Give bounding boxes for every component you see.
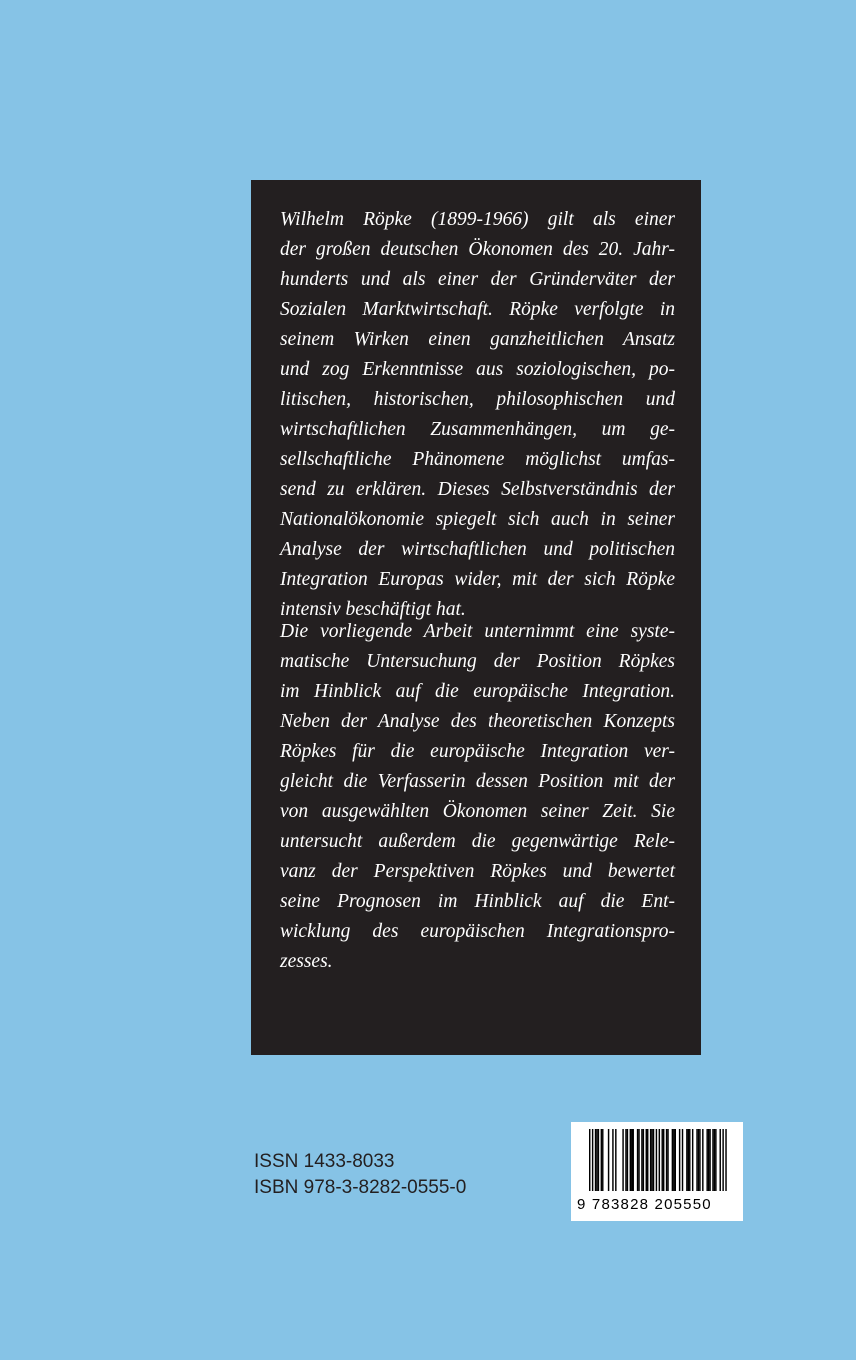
- barcode-bar: [630, 1129, 631, 1191]
- barcode-bar: [722, 1129, 723, 1191]
- identifier-block: [254, 1149, 466, 1201]
- blurb-line: litischen, historischen, philosophischen und: [280, 389, 675, 410]
- barcode-bar: [651, 1129, 652, 1191]
- barcode-bar: [673, 1129, 674, 1191]
- barcode-bar: [696, 1129, 697, 1191]
- barcode-bar: [709, 1129, 710, 1191]
- barcode-bar: [659, 1129, 660, 1191]
- blurb-line: wicklung des europäischen Integrationspro-: [280, 921, 675, 942]
- isbn-number: ISBN 978-3-8282-0555-0: [254, 1177, 467, 1198]
- blurb-paragraph-2: [280, 617, 675, 977]
- barcode-bar: [667, 1129, 668, 1191]
- barcode-bar: [592, 1129, 593, 1191]
- blurb-line: seinem Wirken einen ganzheitlichen Ansatz: [280, 329, 675, 350]
- barcode-bar: [682, 1129, 683, 1191]
- barcode-bar: [615, 1129, 616, 1191]
- barcode-bar: [612, 1129, 613, 1191]
- barcode-bar: [595, 1129, 596, 1191]
- barcode-bar: [663, 1129, 664, 1191]
- blurb-line: Wilhelm Röpke (1899-1966) gilt als einer: [280, 209, 675, 230]
- blurb-line: Sozialen Marktwirtschaft. Röpke verfolgte in: [280, 299, 675, 320]
- blurb-line: Neben der Analyse des theoretischen Konzepts: [280, 711, 675, 732]
- barcode-digits: 9 783828 205550: [577, 1196, 712, 1213]
- barcode-bar: [708, 1129, 709, 1191]
- barcode-bar: [602, 1129, 603, 1191]
- blurb-line: seine Prognosen im Hinblick auf die Ent-: [280, 891, 675, 912]
- barcode-bar: [589, 1129, 590, 1191]
- barcode-bar: [633, 1129, 634, 1191]
- barcode-bar: [714, 1129, 715, 1191]
- barcode-bar: [715, 1129, 716, 1191]
- barcode-bar: [650, 1129, 651, 1191]
- barcode-bar: [646, 1129, 647, 1191]
- barcode-bar: [698, 1129, 699, 1191]
- blurb-line: Integration Europas wider, mit der sich Röpke: [280, 569, 675, 590]
- barcode-bar: [662, 1129, 663, 1191]
- barcode-bar: [638, 1129, 639, 1191]
- barcode-bar: [601, 1129, 602, 1191]
- barcode-bar: [647, 1129, 648, 1191]
- blurb-line: wirtschaftlichen Zusammenhängen, um ge-: [280, 419, 675, 440]
- blurb-line: vanz der Perspektiven Röpkes und bewertet: [280, 861, 675, 882]
- barcode-bar: [643, 1129, 644, 1191]
- blurb-line: von ausgewählten Ökonomen seiner Zeit. Sie: [280, 801, 675, 822]
- blurb-line: im Hinblick auf die europäische Integration.: [280, 681, 675, 702]
- blurb-line: zesses.: [280, 951, 333, 972]
- blurb-line: matische Untersuchung der Position Röpkes: [280, 651, 675, 672]
- barcode-bar: [702, 1129, 703, 1191]
- barcode-bar: [706, 1129, 707, 1191]
- barcode-bar: [699, 1129, 700, 1191]
- barcode-bar: [686, 1129, 687, 1191]
- barcode-bar: [675, 1129, 676, 1191]
- barcode-bar: [672, 1129, 673, 1191]
- barcode-bar: [720, 1129, 721, 1191]
- barcode-bar: [637, 1129, 638, 1191]
- isbn-barcode: [571, 1122, 743, 1221]
- blurb-line: untersucht außerdem die gegenwärtige Rele-: [280, 831, 675, 852]
- barcode-bar: [627, 1129, 628, 1191]
- issn-number: ISSN 1433-8033: [254, 1151, 395, 1172]
- barcode-bar: [631, 1129, 632, 1191]
- barcode-bar: [679, 1129, 680, 1191]
- barcode-bar: [608, 1129, 609, 1191]
- blurb-line: gleicht die Verfasserin dessen Position mit der: [280, 771, 675, 792]
- barcode-bar: [725, 1129, 726, 1191]
- blurb-paragraph-1: [280, 205, 675, 625]
- barcode-bar: [622, 1129, 623, 1191]
- blurb-line: sellschaftliche Phänomene möglichst umfas-: [280, 449, 675, 470]
- barcode-bar: [666, 1129, 667, 1191]
- blurb-line: und zog Erkenntnisse aus soziologischen, po-: [280, 359, 675, 380]
- barcode-bar: [625, 1129, 626, 1191]
- blurb-line: Die vorliegende Arbeit unternimmt eine syste-: [280, 621, 675, 642]
- blurb-line: send zu erklären. Dieses Selbstverständnis der: [280, 479, 675, 500]
- blurb-line: Röpkes für die europäische Integration ver-: [280, 741, 675, 762]
- barcode-bar: [712, 1129, 713, 1191]
- barcode-bar: [641, 1129, 642, 1191]
- blurb-line: Analyse der wirtschaftlichen und politischen: [280, 539, 675, 560]
- blurb-line: Nationalökonomie spiegelt sich auch in seiner: [280, 509, 675, 530]
- barcode-bar: [692, 1129, 693, 1191]
- barcode-bar: [596, 1129, 597, 1191]
- blurb-line: hunderts und als einer der Gründerväter der: [280, 269, 675, 290]
- barcode-bar: [689, 1129, 690, 1191]
- barcode-bar: [656, 1129, 657, 1191]
- barcode-bar: [653, 1129, 654, 1191]
- barcode-bars: [579, 1129, 735, 1193]
- barcode-bar: [598, 1129, 599, 1191]
- barcode-bar: [688, 1129, 689, 1191]
- blurb-line: intensiv beschäftigt hat.: [280, 599, 466, 620]
- blurb-line: der großen deutschen Ökonomen des 20. Jahr-: [280, 239, 675, 260]
